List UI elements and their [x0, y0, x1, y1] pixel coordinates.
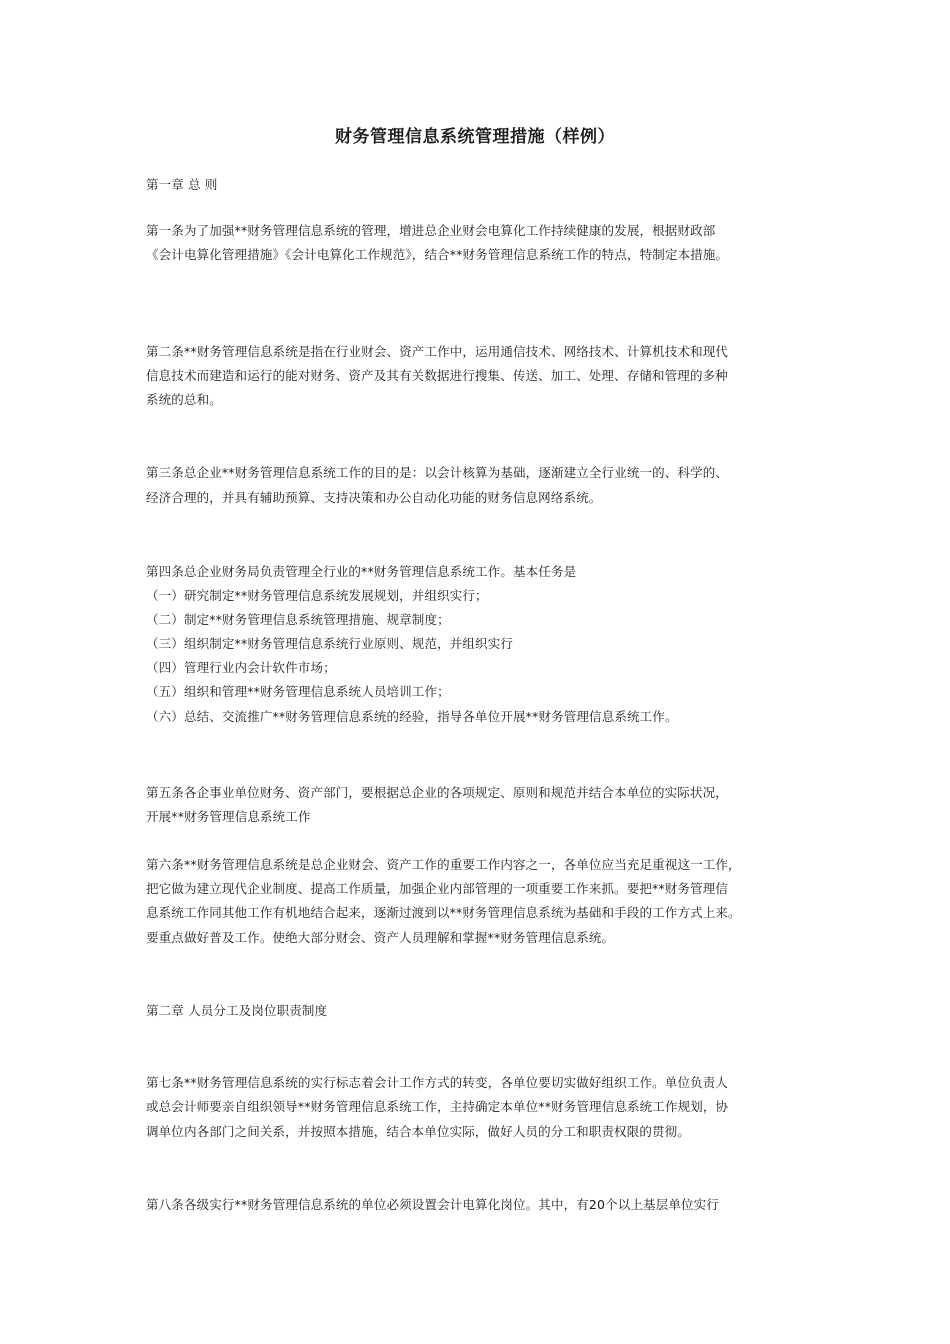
text-line: 系统的总和。 — [146, 392, 222, 407]
list-item: （六）总结、交流推广**财务管理信息系统的经验，指导各单位开展**财务管理信息系统工作。 — [146, 709, 678, 724]
text-line: 经济合理的，并具有辅助预算、支持决策和办公自动化功能的财务信息网络系统。 — [146, 490, 602, 505]
document-title: 财务管理信息系统管理措施（样例） — [335, 127, 615, 147]
text-line: 第四条总企业财务局负责管理全行业的**财务管理信息系统工作。基本任务是 — [146, 564, 577, 579]
text-line: 第三条总企业**财务管理信息系统工作的目的是：以会计核算为基础，逐渐建立全行业统一的、科学的、 — [146, 465, 729, 480]
text-line: 第八条各级实行**财务管理信息系统的单位必须设置会计电算化岗位。其中，有20个以上基层单位实行 — [146, 1197, 719, 1212]
list-item: （四）管理行业内会计软件市场； — [146, 660, 336, 675]
list-item: （五）组织和管理**财务管理信息系统人员培训工作； — [146, 684, 450, 699]
chapter-heading: 第二章 人员分工及岗位职责制度 — [146, 1003, 328, 1018]
text-line: 把它做为建立现代企业制度、提高工作质量，加强企业内部管理的一项重要工作来抓。要把**财务管理信 — [146, 881, 729, 896]
text-line: 开展**财务管理信息系统工作 — [146, 809, 311, 824]
text-line: 信息技术而建造和运行的能对财务、资产及其有关数据进行搜集、传送、加工、处理、存储和管理的多种 — [146, 368, 728, 383]
text-line: 或总会计师要亲自组织领导**财务管理信息系统工作，主持确定本单位**财务管理信息系统工作规划，协 — [146, 1099, 729, 1114]
text-line: 第一条为了加强**财务管理信息系统的管理，增进总企业财会电算化工作持续健康的发展，根据财政部 — [146, 223, 716, 238]
text-line: 要重点做好普及工作。使绝大部分财会、资产人员理解和掌握**财务管理信息系统。 — [146, 930, 615, 945]
text-line: 息系统工作同其他工作有机地结合起来，逐渐过渡到以**财务管理信息系统为基础和手段的工作方式上来。 — [146, 905, 741, 920]
text-line: 第二条**财务管理信息系统是指在行业财会、资产工作中，运用通信技术、网络技术、计算机技术和现代 — [146, 344, 729, 359]
chapter-heading: 第一章 总 则 — [146, 177, 218, 192]
text-line: 第六条**财务管理信息系统是总企业财会、资产工作的重要工作内容之一，各单位应当充足重视这一工作， — [146, 857, 741, 872]
text-line: 调单位内各部门之间关系，并按照本措施，结合本单位实际，做好人员的分工和职责权限的贯彻。 — [146, 1124, 690, 1139]
list-item: （二）制定**财务管理信息系统管理措施、规章制度； — [146, 612, 450, 627]
list-item: （一）研究制定**财务管理信息系统发展规划，并组织实行； — [146, 588, 488, 603]
text-line: 第七条**财务管理信息系统的实行标志着会计工作方式的转变，各单位要切实做好组织工作。单位负责人 — [146, 1075, 729, 1090]
list-item: （三）组织制定**财务管理信息系统行业原则、规范，并组织实行 — [146, 636, 514, 651]
text-line: 第五条各企事业单位财务、资产部门，要根据总企业的各项规定、原则和规范并结合本单位的实际状况， — [146, 785, 728, 800]
text-line: 《会计电算化管理措施》《会计电算化工作规范》，结合**财务管理信息系统工作的特点，特制定本措施。 — [146, 247, 729, 262]
